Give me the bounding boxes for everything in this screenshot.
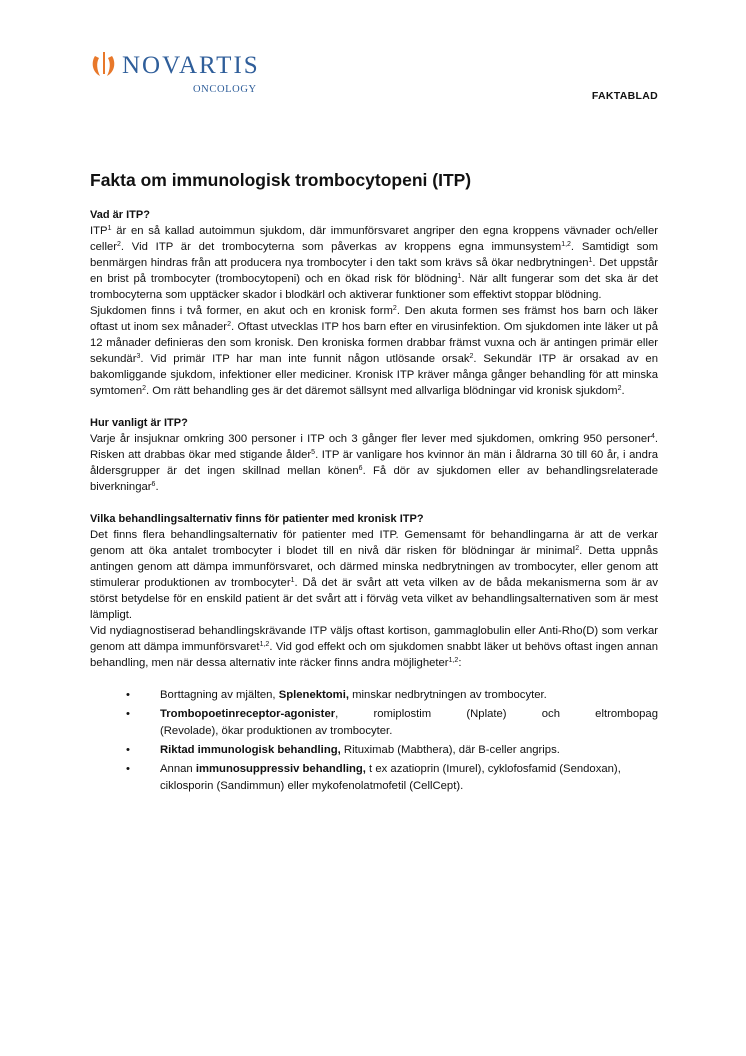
bullet-icon: •	[126, 744, 130, 756]
bullet-icon: •	[126, 708, 130, 720]
paragraph-treatment-newly-diagnosed: Vid nydiagnostiserad behandlingskrävande ITP väljs oftast kortison, gammaglobulin eller Anti-Rho(D) som verkar genom att dämpa immunförsvaret$^{1,2}$. Vid god effekt och om sjukdomen snabbt läker ut behövs oftast ingen annan behandling, men när dessa alternativ inte räcker finns andra möjligheter$^{1,2}$:	[90, 625, 658, 669]
treatment-options-list	[90, 687, 658, 795]
paragraph-treatment-overview: Det finns flera behandlingsalternativ för patienter med ITP. Gemensamt för behandlingarna är att de verkar genom att öka antalet trombocyter i blodet till en nivå där risken för blödningar är minimal$^2$. Detta uppnås antingen genom att dämpa immunförsvaret, och därmed minska nedbrytningen av trombocyter, eller genom att stimulerar produktionen av trombocyter$^1$. Då det är svårt att veta vilken av de båda mekanismerna som är av störst betydelse för en enskild patient är det svårt att i förväg veta vilket av behandlingsalternativen som är mest lämpligt.	[90, 529, 658, 621]
section-heading-treatment: Vilka behandlingsalternativ finns för patienter med kronisk ITP?	[90, 513, 424, 525]
list-item: • Borttagning av mjälten, Splenektomi, minskar nedbrytningen av trombocyter.	[90, 687, 658, 704]
document-type-label: FAKTABLAD	[591, 90, 658, 102]
document-body	[90, 170, 658, 797]
brand-division: ONCOLOGY	[193, 84, 257, 95]
novartis-logo	[90, 46, 290, 102]
list-item: • Annan immunosuppressiv behandling, t ex azatioprin (Imurel), cyklofosfamid (Sendoxan), ciklosporin (Sandimmun) eller mykofenolatmofetil (CellCept).	[126, 763, 621, 792]
novartis-flame-icon	[90, 50, 118, 80]
document-title: Fakta om immunologisk trombocytopeni (ITP)	[90, 170, 472, 190]
paragraph-forms: Sjukdomen finns i två former, en akut och en kronisk form$^2$. Den akuta formen ses främst hos barn och läker oftast ut inom sex månader$^2$. Oftast utvecklas ITP hos barn efter en virusinfektion. Om sjukdomen inte läker ut på 12 månader definieras den som kronisk. Den kroniska formen drabbar främst vuxna och är antingen primär eller sekundär$^3$. Vid primär ITP har man inte funnit någon utlösande orsak$^2$. Sekundär ITP är orsakad av en bakomliggande sjukdom, infektioner eller mediciner. Kronisk ITP kräver många gånger behandling för att minska symtomen$^2$. Om rätt behandling ges är det däremot sällsynt med allvarliga blödningar vid kronisk sjukdom$^2$.	[90, 305, 658, 397]
section-heading-prevalence: Hur vanligt är ITP?	[90, 417, 188, 429]
brand-name: NOVARTIS	[122, 52, 260, 79]
section-heading-what-is-itp: Vad är ITP?	[90, 209, 150, 221]
bullet-icon: •	[126, 763, 130, 775]
paragraph-prevalence: Varje år insjuknar omkring 300 personer i ITP och 3 gånger fler lever med sjukdomen, omkring 950 personer$^4$. Risken att drabbas ökar med stigande ålder$^5$. ITP är vanligare hos kvinnor än män i åldrarna 30 till 60 år, i andra åldersgrupper är det ingen skillnad mellan könen$^6$. Få dör av sjukdomen eller av behandlingsrelaterade biverkningar$^6$.	[90, 433, 658, 493]
paragraph-definition: ITP$^1$ är en så kallad autoimmun sjukdom, där immunförsvaret angriper den egna kroppens vävnader och/eller celler$^2$. Vid ITP är det trombocyterna som påverkas av kroppens egna immunsystem$^{1,2}$. Samtidigt som benmärgen hindras från att producera nya trombocyter i den takt som krävs så ökar nedbrytningen$^1$. Det uppstår en brist på trombocyter (trombocytopeni) och en ökad risk för blödning$^1$. När allt fungerar som det ska är det trombocyterna som upptäcker skador i blodkärl och aktiverar funktioner som effektivt stoppar blödning.	[90, 225, 659, 301]
list-item: • Riktad immunologisk behandling, Rituximab (Mabthera), där B-celler angrips.	[90, 742, 658, 759]
list-item: • Trombopoetinreceptor-agonister, romiplostim (Nplate) och eltrombopag (Revolade), ökar produktionen av trombocyter.	[126, 708, 658, 737]
bullet-icon: •	[126, 689, 130, 701]
